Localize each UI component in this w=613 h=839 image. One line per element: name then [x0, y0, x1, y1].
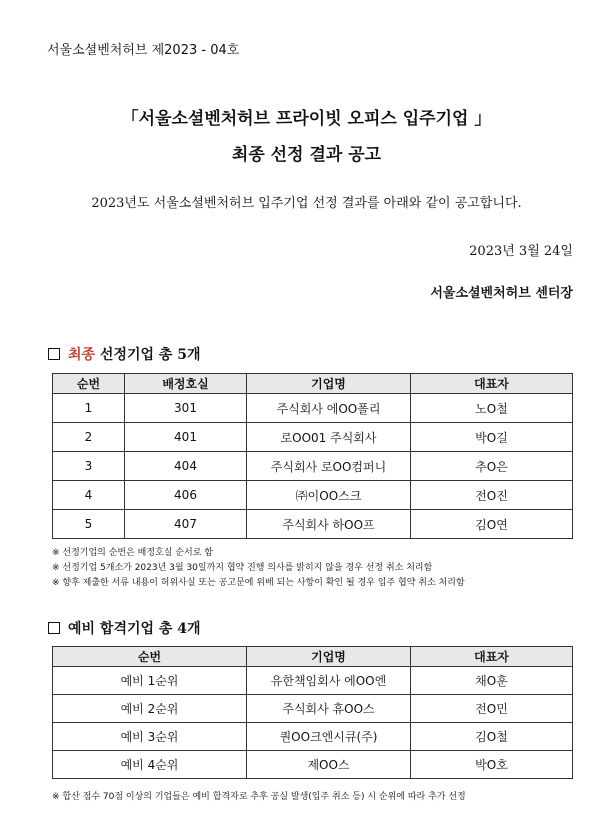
- title-line-2: 최종 선정 결과 공고: [231, 145, 382, 165]
- note-line: ※ 합산 점수 70점 이상의 기업들은 예비 합격자로 추후 공실 발생(입주 취소 등) 시 순위에 따라 추가 선정: [52, 792, 466, 802]
- heading-text: 예비 합격기업 총 4개: [68, 621, 201, 637]
- table-row: [53, 452, 573, 481]
- cell-company: 제OO스: [247, 751, 411, 779]
- header-cell: 순번: [53, 374, 125, 394]
- cell-order: 1: [53, 394, 125, 423]
- heading-rest: 선정기업 총 5개: [95, 347, 201, 363]
- cell-company: 주식회사 하OO프: [247, 510, 411, 539]
- cell-ceo: 김O철: [411, 723, 573, 751]
- cell-rank: 예비 4순위: [53, 751, 247, 779]
- announcement-date: 2023년 3월 24일: [469, 244, 573, 259]
- note-line: ※ 선정기업의 순번은 배정호실 순서로 함: [52, 548, 213, 558]
- cell-company: 로OO01 주식회사: [247, 423, 411, 452]
- cell-company: 주식회사 휴OO스: [247, 695, 411, 723]
- header-cell: 대표자: [411, 374, 573, 394]
- cell-room: 404: [125, 452, 247, 481]
- selected-notes: [52, 546, 465, 591]
- cell-rank: 예비 3순위: [53, 723, 247, 751]
- cell-company: 주식회사 로OO컴퍼니: [247, 452, 411, 481]
- document-number: 서울소셜벤처허브 제2023 - 04호: [47, 43, 240, 58]
- table-row: [53, 695, 573, 723]
- table-row: [53, 723, 573, 751]
- table-row: [53, 510, 573, 539]
- cell-company: 주식회사 에OO폴리: [247, 394, 411, 423]
- selected-section-heading: [48, 344, 201, 364]
- checkbox-square-icon: [48, 622, 60, 634]
- cell-order: 2: [53, 423, 125, 452]
- table-row: [53, 394, 573, 423]
- cell-room: 406: [125, 481, 247, 510]
- selected-companies-table: [52, 373, 573, 539]
- cell-ceo: 김O연: [411, 510, 573, 539]
- cell-ceo: 박O길: [411, 423, 573, 452]
- table-header-row: [53, 374, 573, 394]
- cell-ceo: 박O호: [411, 751, 573, 779]
- header-cell: 기업명: [247, 374, 411, 394]
- table-row: [53, 423, 573, 452]
- cell-rank: 예비 2순위: [53, 695, 247, 723]
- header-cell: 배정호실: [125, 374, 247, 394]
- header-cell: 대표자: [411, 647, 573, 667]
- reserve-notes: [52, 790, 466, 805]
- cell-room: 407: [125, 510, 247, 539]
- cell-ceo: 노O철: [411, 394, 573, 423]
- table-row: [53, 481, 573, 510]
- reserve-companies-table: [52, 646, 573, 779]
- cell-rank: 예비 1순위: [53, 667, 247, 695]
- cell-company: 퀀OO크엔시큐(주): [247, 723, 411, 751]
- cell-order: 4: [53, 481, 125, 510]
- table-row: [53, 751, 573, 779]
- cell-order: 5: [53, 510, 125, 539]
- intro-text: 2023년도 서울소셜벤처허브 입주기업 선정 결과를 아래와 같이 공고합니다.: [91, 196, 522, 211]
- note-line: ※ 선정기업 5개소가 2023년 3월 30일까지 협약 진행 의사를 밝히지 않을 경우 선정 취소 처리함: [52, 563, 433, 573]
- reserve-section-heading: [48, 618, 201, 638]
- title-line-1: 「서울소셜벤처허브 프라이빗 오피스 입주기업 」: [121, 109, 492, 129]
- cell-ceo: 전O진: [411, 481, 573, 510]
- header-cell: 기업명: [247, 647, 411, 667]
- table-row: [53, 667, 573, 695]
- cell-ceo: 채O훈: [411, 667, 573, 695]
- note-line: ※ 향후 제출한 서류 내용이 허위사실 또는 공고문에 위배 되는 사항이 확인 될 경우 입주 협약 취소 처리함: [52, 578, 465, 588]
- cell-ceo: 전O민: [411, 695, 573, 723]
- header-cell: 순번: [53, 647, 247, 667]
- checkbox-square-icon: [48, 348, 60, 360]
- cell-ceo: 추O은: [411, 452, 573, 481]
- heading-highlight: 최종: [68, 347, 96, 363]
- cell-order: 3: [53, 452, 125, 481]
- table-header-row: [53, 647, 573, 667]
- cell-company: 유한책임회사 에OO엔: [247, 667, 411, 695]
- cell-room: 401: [125, 423, 247, 452]
- cell-company: ㈜이OO스크: [247, 481, 411, 510]
- cell-room: 301: [125, 394, 247, 423]
- signer: 서울소셜벤처허브 센터장: [430, 286, 573, 301]
